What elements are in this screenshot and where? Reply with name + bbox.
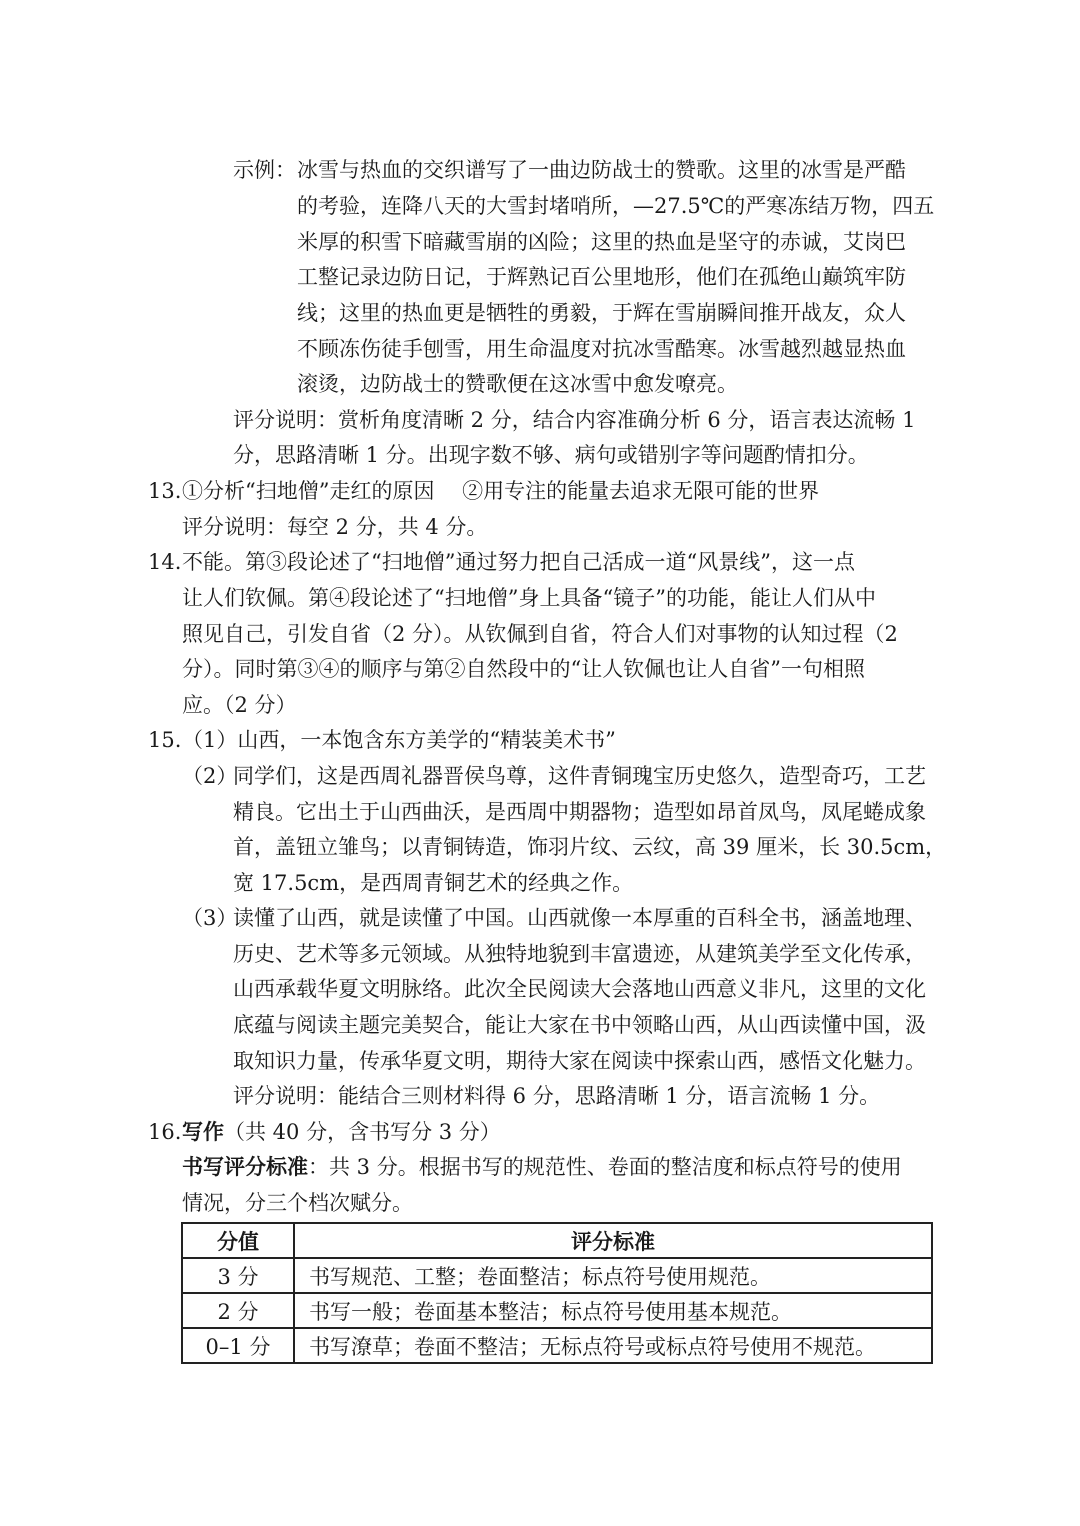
table-cell-score: 3 分 xyxy=(182,1258,294,1293)
table-row xyxy=(182,1293,932,1328)
table-cell-score: 0–1 分 xyxy=(182,1328,294,1363)
q14-line: 分）。同时第③④的顺序与第②自然段中的“让人钦佩也让人自省”一句相照 xyxy=(182,657,865,681)
table-cell-criteria: 书写规范、工整；卷面整洁；标点符号使用规范。 xyxy=(294,1258,932,1293)
q16-standard-text2: 情况，分三个档次赋分。 xyxy=(182,1191,413,1215)
table-row xyxy=(182,1258,932,1293)
scoring-table xyxy=(181,1222,933,1364)
q15-part2-line: 首，盖钮立雏鸟；以青铜铸造，饰羽片纹、云纹，高 39 厘米，长 30.5cm， xyxy=(233,835,947,859)
q15-part2-label: （2） xyxy=(182,764,238,788)
q14-line: 不能。第③段论述了“扫地僧”通过努力把自己活成一道“风景线”，这一点 xyxy=(182,550,855,574)
example-line: 滚烫，边防战士的赞歌便在这冰雪中愈发嘹亮。 xyxy=(297,372,738,396)
q15-part3-line: 历史、艺术等多元领域。从独特地貌到丰富遗迹，从建筑美学至文化传承， xyxy=(233,942,926,966)
example-scoring: 分，思路清晰 1 分。出现字数不够、病句或错别字等问题酌情扣分。 xyxy=(233,443,869,467)
q16-heading xyxy=(182,1117,501,1147)
q13-answer: ①分析“扫地僧”走红的原因 ②用专注的能量去追求无限可能的世界 xyxy=(182,479,820,503)
q15-scoring: 评分说明：能结合三则材料得 6 分，思路清晰 1 分，语言流畅 1 分。 xyxy=(233,1084,881,1108)
q16-number: 16. xyxy=(148,1120,182,1144)
q13-number: 13. xyxy=(148,479,182,503)
q15-part2-line: 宽 17.5cm，是西周青铜艺术的经典之作。 xyxy=(233,871,634,895)
q15-part2-line: 精良。它出土于山西曲沃，是西周中期器物；造型如昂首凤鸟，凤尾蜷成象 xyxy=(233,800,926,824)
q14-line: 应。（2 分） xyxy=(182,693,297,717)
q14-line: 照见自己，引发自省（2 分）。从钦佩到自省，符合人们对事物的认知过程（2 xyxy=(182,622,898,646)
table-cell-criteria: 书写潦草；卷面不整洁；无标点符号或标点符号使用不规范。 xyxy=(294,1328,932,1363)
q15-part3-line: 山西承载华夏文明脉络。此次全民阅读大会落地山西意义非凡，这里的文化 xyxy=(233,977,926,1001)
example-line: 米厚的积雪下暗藏雪崩的凶险；这里的热血是坚守的赤诚，艾岗巴 xyxy=(297,230,906,254)
q15-part3-line: 底蕴与阅读主题完美契合，能让大家在书中领略山西，从山西读懂中国，汲 xyxy=(233,1013,926,1037)
q15-part3-line: 取知识力量，传承华夏文明，期待大家在阅读中探索山西，感悟文化魅力。 xyxy=(233,1049,926,1073)
example-line: 的考验，连降八天的大雪封堵哨所，—27.5℃的严寒冻结万物，四五 xyxy=(297,194,935,218)
example-scoring: 评分说明：赏析角度清晰 2 分，结合内容准确分析 6 分，语言表达流畅 1 xyxy=(233,408,916,432)
q16-standard-label: 书写评分标准 xyxy=(182,1154,308,1179)
q16-standard xyxy=(182,1152,902,1182)
table-header-row xyxy=(182,1223,932,1258)
q16-standard-text: ：共 3 分。根据书写的规范性、卷面的整洁度和标点符号的使用 xyxy=(308,1155,902,1179)
table-header-score: 分值 xyxy=(182,1223,294,1258)
q15-part3-label: （3） xyxy=(182,906,238,930)
table-row xyxy=(182,1328,932,1363)
example-line: 线；这里的热血更是牺牲的勇毅，于辉在雪崩瞬间推开战友，众人 xyxy=(297,301,906,325)
table-cell-score: 2 分 xyxy=(182,1293,294,1328)
q15-part2-line: 同学们，这是西周礼器晋侯鸟尊，这件青铜瑰宝历史悠久，造型奇巧，工艺 xyxy=(233,764,926,788)
table-cell-criteria: 书写一般；卷面基本整洁；标点符号使用基本规范。 xyxy=(294,1293,932,1328)
q15-part3-line: 读懂了山西，就是读懂了中国。山西就像一本厚重的百科全书，涵盖地理、 xyxy=(233,906,926,930)
q15-part1: （1）山西，一本饱含东方美学的“精装美术书” xyxy=(182,728,616,752)
table-header-criteria: 评分标准 xyxy=(294,1223,932,1258)
q16-title: 写作 xyxy=(182,1119,224,1144)
q16-title-note: （共 40 分，含书写分 3 分） xyxy=(224,1120,501,1144)
example-label: 示例： xyxy=(233,158,296,182)
q15-number: 15. xyxy=(148,728,182,752)
example-line: 工整记录边防日记，于辉熟记百公里地形，他们在孤绝山巅筑牢防 xyxy=(297,265,906,289)
q14-number: 14. xyxy=(148,550,182,574)
q13-scoring: 评分说明：每空 2 分，共 4 分。 xyxy=(182,515,488,539)
example-line: 不顾冻伤徒手刨雪，用生命温度对抗冰雪酷寒。冰雪越烈越显热血 xyxy=(297,337,906,361)
example-line: 冰雪与热血的交织谱写了一曲边防战士的赞歌。这里的冰雪是严酷 xyxy=(297,158,906,182)
q14-line: 让人们钦佩。第④段论述了“扫地僧”身上具备“镜子”的功能，能让人们从中 xyxy=(182,586,876,610)
